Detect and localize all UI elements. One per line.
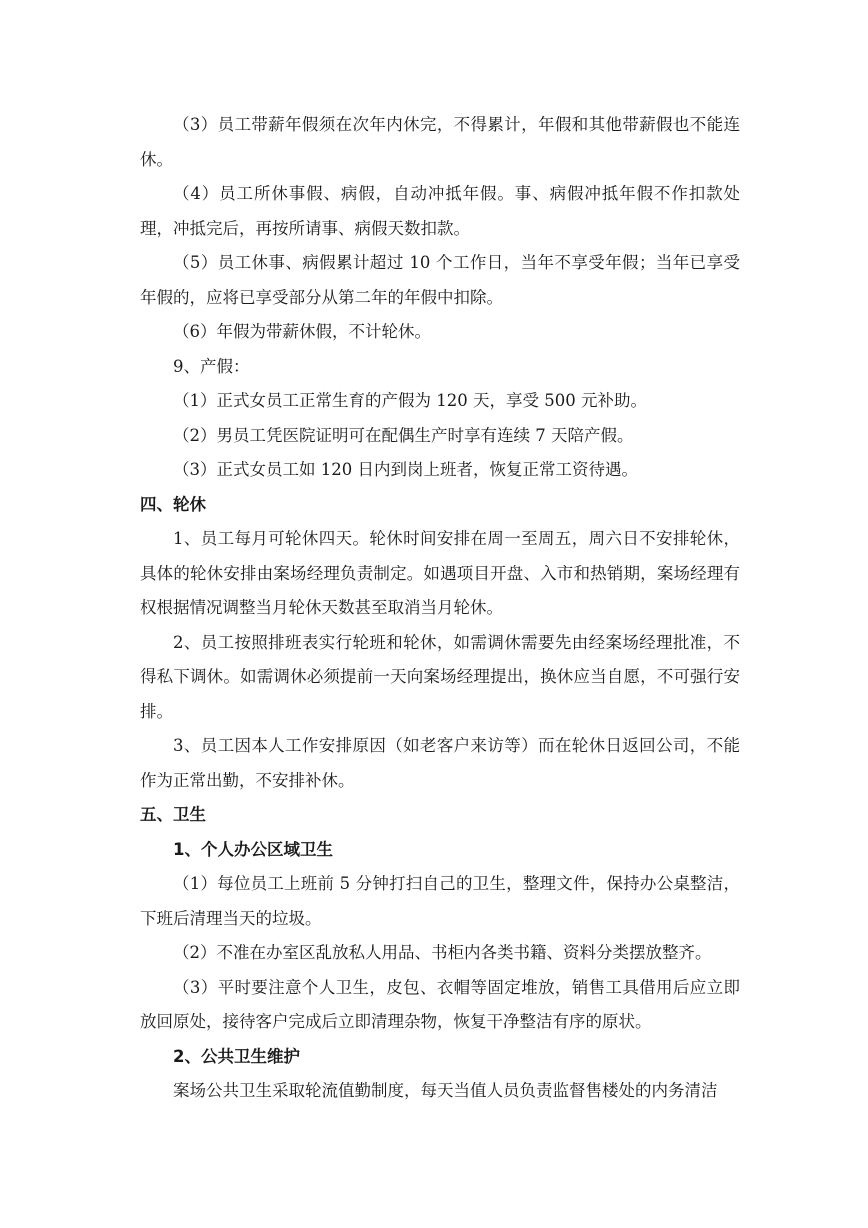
subheading-personal-office: 1、个人办公区域卫生 <box>173 839 333 859</box>
paragraph-rotation-2: 2、员工按照排班表实行轮班和轮休，如需调休需要先由经案场经理批准，不得私下调休。如需调休必须提前一天向案场经理提出，换休应当自愿，不可强行安排。 <box>140 632 740 721</box>
paragraph-personal-hygiene-1: （1）每位员工上班前 5 分钟打扫自己的卫生，整理文件，保持办公桌整洁，下班后清理当天的垃圾。 <box>140 874 740 928</box>
paragraph-annual-leave-6: （6）年假为带薪休假，不计轮休。 <box>173 322 431 341</box>
paragraph-annual-leave-4: （4）员工所休事假、病假，自动冲抵年假。事、病假冲抵年假不作扣款处理，冲抵完后，再按所请事、病假天数扣款。 <box>140 184 740 238</box>
paragraph-maternity-3: （3）正式女员工如 120 日内到岗上班者，恢复正常工资待遇。 <box>173 460 638 479</box>
paragraph-annual-leave-3: （3）员工带薪年假须在次年内休完，不得累计，年假和其他带薪假也不能连休。 <box>140 115 740 169</box>
paragraph-public-hygiene: 案场公共卫生采取轮流值勤制度，每天当值人员负责监督售楼处的内务清洁 <box>173 1081 718 1100</box>
paragraph-personal-hygiene-3: （3）平时要注意个人卫生，皮包、衣帽等固定堆放，销售工具借用后应立即放回原处，接待客户完成后立即清理杂物，恢复干净整洁有序的原状。 <box>140 977 740 1031</box>
paragraph-rotation-1: 1、员工每月可轮休四天。轮休时间安排在周一至周五，周六日不安排轮休，具体的轮休安排由案场经理负责制定。如遇项目开盘、入市和热销期，案场经理有权根据情况调整当月轮休天数甚至取消当月轮休。 <box>140 529 740 617</box>
document-body <box>140 108 740 1109</box>
paragraph-annual-leave-5: （5）员工休事、病假累计超过 10 个工作日，当年不享受年假；当年已享受年假的，应将已享受部分从第二年的年假中扣除。 <box>140 253 740 307</box>
paragraph-maternity-heading: 9、产假： <box>173 356 250 376</box>
section-heading-hygiene: 五、卫生 <box>140 805 206 824</box>
section-heading-rotation: 四、轮休 <box>140 494 206 514</box>
paragraph-rotation-3: 3、员工因本人工作安排原因（如老客户来访等）而在轮休日返回公司，不能作为正常出勤，不安排补休。 <box>140 736 740 790</box>
paragraph-maternity-1: （1）正式女员工正常生育的产假为 120 天，享受 500 元补助。 <box>173 391 647 410</box>
paragraph-maternity-2: （2）男员工凭医院证明可在配偶生产时享有连续 7 天陪产假。 <box>173 425 634 445</box>
paragraph-personal-hygiene-2: （2）不准在办室区乱放私人用品、书柜内各类书籍、资料分类摆放整齐。 <box>173 943 712 962</box>
subheading-public-hygiene: 2、公共卫生维护 <box>173 1046 300 1066</box>
